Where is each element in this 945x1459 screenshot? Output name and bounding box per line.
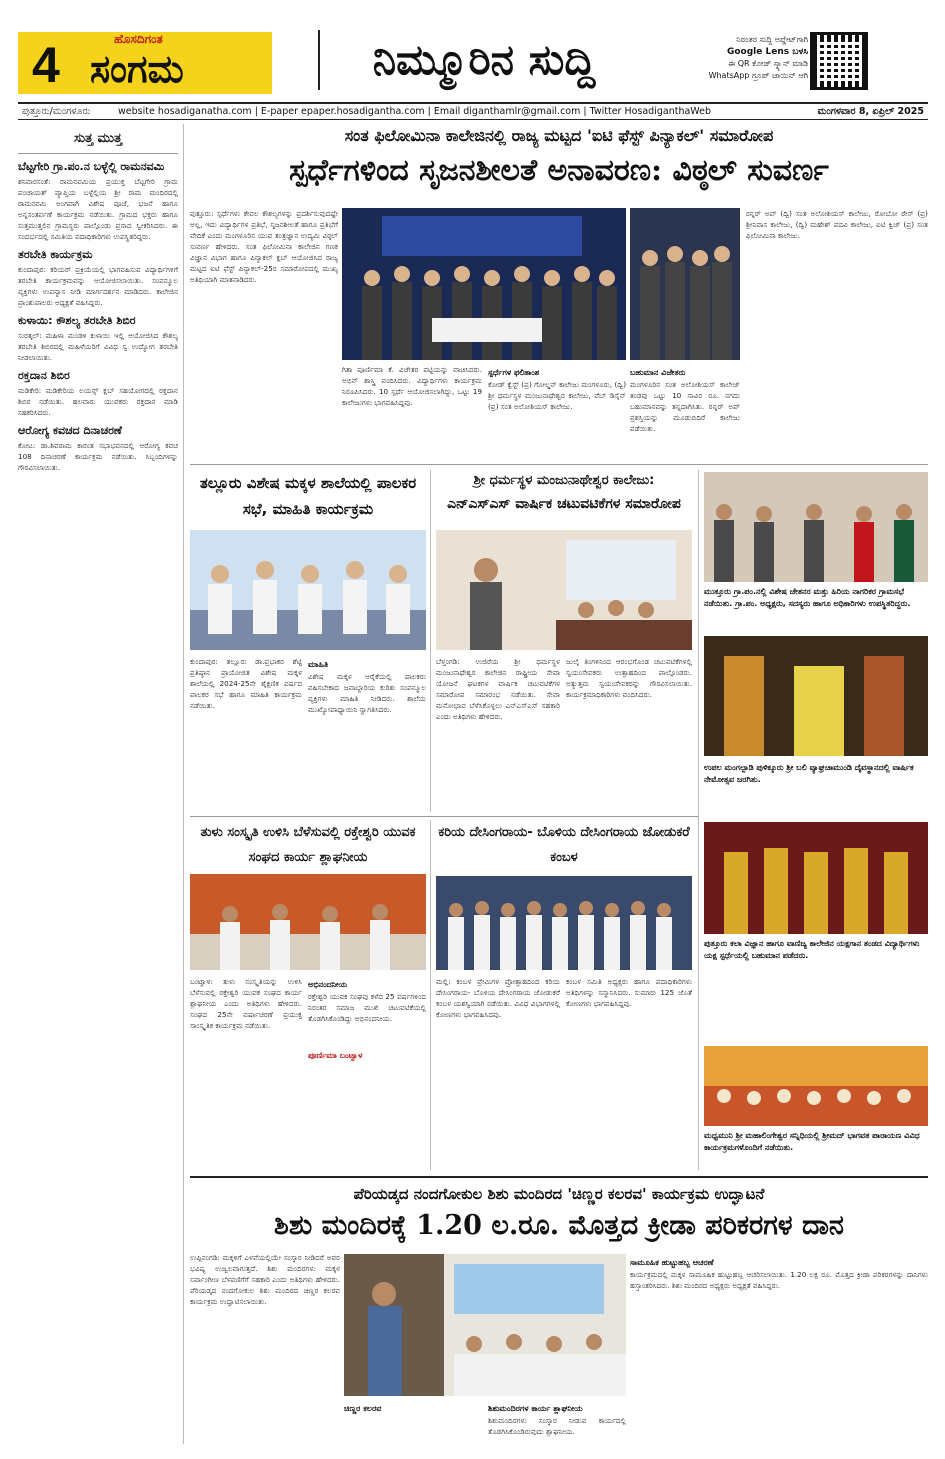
- kambala-story-text: ಕಂಬಳ ಸಮಿತಿ ಅಧ್ಯಕ್ಷರು ಹಾಗೂ ಪದಾಧಿಕಾರಿಗಳು ಅತಿಥಿಗಳನ್ನು ಸನ್ಮಾನಿಸಿದರು. ಸುಮಾರು 125 ಜೊತೆ ಕೋಣಗಳು ಭಾಗವಹಿಸಿದ್ದವು.: [566, 977, 692, 1008]
- college-story-header: [436, 470, 692, 526]
- top-story-headline: ಸ್ಪರ್ಧೆಗಳಿಂದ ಸೃಜನಶೀಲತೆ ಅನಾವರಣ: ವಿಠ್ಠಲ್ ಸುವರ್ಣ: [289, 153, 829, 188]
- school-story-headline: ತಲ್ಲೂರು ವಿಶೇಷ ಮಕ್ಕಳ ಶಾಲೆಯಲ್ಲಿ ಪಾಲಕರ ಸಭೆ, ಮಾಹಿತಿ ಕಾರ್ಯಕ್ರಮ: [199, 474, 417, 518]
- results-box: [488, 364, 626, 458]
- photo-nss-event: [436, 530, 692, 650]
- bottom-story-header: [190, 1182, 928, 1248]
- qr-instructions: [668, 34, 808, 82]
- tulu-byline: ಪೂರ್ಣಿಮಾ ಬಂಟ್ವಾಳ: [308, 1051, 363, 1060]
- column-divider: [698, 470, 699, 1170]
- brief-text: ಸುರತ್ಕಲ್: ಮಹಿಳಾ ಮಂಡಳಿ ಕುಳಾಯಿ ಇಲ್ಲಿ ಆಯೋಜಿಸಿದ ಕೌಶಲ್ಯ ತರಬೇತಿ ಶಿಬಿರದಲ್ಲಿ ಮಹಿಳೆಯರಿಗೆ ವಿವಿಧ ಸ್ವ ಉದ್ಯೋಗ ತರಬೇತಿ ನೀಡಲಾಯಿತು.: [18, 331, 178, 362]
- photo-bhagavata-parayana: [704, 1046, 928, 1126]
- photo-kambala-felicitation: [436, 876, 692, 970]
- top-story-text: ರನ್ನರ್ ಅಪ್ (ದ್ವಿ) ಸಂತ ಅಲೋಶಿಯಸ್ ಕಾಲೇಜು, ರೋಬೋ ರೇಸ್ (ಪ್ರ) ಶ್ರೀನಿವಾಸ ಕಾಲೇಜು, (ದ್ವಿ) ಮಹೇಶ್ ಪದವಿ ಕಾಲೇಜು, ಐಟಿ ಕ್ವಿಜ್ (ಪ್ರ) ಸಂತ ಫಿಲೋಮಿನಾ ಕಾಲೇಜು.: [746, 209, 928, 240]
- results-subhead: ಸ್ಪರ್ಧೆಗಳ ಫಲಿತಾಂಶ: [488, 368, 540, 377]
- qr-line: Google Lens ಬಳಸಿ: [726, 47, 808, 57]
- bottom-sub-box: [488, 1400, 626, 1442]
- story-divider: [190, 816, 698, 817]
- qr-line: WhatsApp ಗ್ರೂಪ್ ಜಾಯಿನ್ ಆಗಿ: [708, 71, 808, 80]
- college-story-kicker: ಶ್ರೀ ಧರ್ಮಸ್ಥಳ ಮಂಜುನಾಥೇಶ್ವರ ಕಾಲೇಜು:: [473, 473, 655, 488]
- school-info-subhead: ಮಾಹಿತಿ: [308, 660, 329, 669]
- tulu-story-header: [190, 820, 426, 872]
- brief-headline: ಬೆಟ್ಟಗೇರಿ ಗ್ರಾ.ಪಂ.ನ ಬಳ್ಳೆಲ್ಲಿ ರಾಮನವಮಿ: [18, 160, 165, 173]
- bottom-sub-text: ಶಿಶುಮಂದಿರಗಳು ಸಂಸ್ಕಾರ ನೀಡುವ ಕಾರ್ಯದಲ್ಲಿ ತೊಡಗಿಸಿಕೊಂಡಿರುವುದು ಶ್ಲಾಘನೀಯ.: [488, 1416, 626, 1436]
- column-divider: [430, 820, 431, 1170]
- winners-box: [630, 364, 740, 458]
- photo-grama-sabha: [704, 472, 928, 582]
- page-badge: [18, 32, 272, 94]
- tulu-story-text: ಬಂಟ್ವಾಳ: ತುಳು ಸಂಸ್ಕೃತಿಯನ್ನು ಉಳಿಸಿ ಬೆಳೆಸುವಲ್ಲಿ ರಕ್ತೇಶ್ವರಿ ಯುವಕ ಸಂಘದ ಕಾರ್ಯ ಶ್ಲಾಘನೀಯ ಎಂದು ಅತಿಥಿಗಳು ಹೇಳಿದರು. ಸಂಘದ 25ನೇ ವರ್ಷಾಚರಣೆ ಪ್ರಯುಕ್ತ ಸಾಂಸ್ಕೃತಿಕ ಕಾರ್ಯಕ್ರಮ ನಡೆಯಿತು.: [190, 977, 302, 1030]
- column-divider: [183, 124, 184, 1444]
- issue-date: ಮಂಗಳವಾರ 8, ಏಪ್ರಿಲ್ 2025: [817, 106, 924, 117]
- photo-parents-meeting: [190, 530, 426, 650]
- photo-banner-label: [344, 1400, 484, 1442]
- brief-text: ಕೋಟ: ಡಾ.ಶಿವರಾಮ ಕಾರಂತ ಸಭಾಭವನದಲ್ಲಿ ಆರೋಗ್ಯ ಕವಚ 108 ದಿನಾಚರಣೆ ಕಾರ್ಯಕ್ರಮ ನಡೆಯಿತು. ಸಿಬ್ಬಂದಿಗಳನ್ನು ಗೌರವಿಸಲಾಯಿತು.: [18, 441, 178, 472]
- column-logo: [18, 124, 178, 154]
- brief-text: ಶನಿವಾರಸಂತೆ: ರಾಮನವಮಿಯ ಪ್ರಯುಕ್ತ ಬೆಟ್ಟಗೇರಿ ಗ್ರಾಮ ಪಂಚಾಯತ್ ವ್ಯಾಪ್ತಿಯ ಬಳ್ಳೆಲ್ಲಿಯ ಶ್ರೀ ರಾಮ ಮಂದಿರದಲ್ಲಿ ರಾಮನವಮಿ ಅಂಗವಾಗಿ ವಿಶೇಷ ಪೂಜೆ, ಭಜನೆ ಹಾಗೂ ಅನ್ನಸಂತರ್ಪಣೆ ಕಾರ್ಯಕ್ರಮ ನಡೆಯಿತು. ಗ್ರಾಮದ ಭಕ್ತರು ಹಾಗೂ ಸುತ್ತಮುತ್ತಲಿನ ಗ್ರಾಮಸ್ಥರು ಪಾಲ್ಗೊಂಡು ಪ್ರಸಾದ ಸ್ವೀಕರಿಸಿದರು. ಈ ಸಂದರ್ಭದಲ್ಲಿ ಸಮಿತಿಯ ಪದಾಧಿಕಾರಿಗಳು ಉಪಸ್ಥಿತರಿದ್ದರು.: [18, 177, 178, 241]
- photo-yuvaka-sangha: [190, 874, 426, 970]
- college-story-text: ಬೆಳ್ತಂಗಡಿ: ಉಜಿರೆಯ ಶ್ರೀ ಧರ್ಮಸ್ಥಳ ಮಂಜುನಾಥೇಶ್ವರ ಕಾಲೇಜಿನ ರಾಷ್ಟ್ರೀಯ ಸೇವಾ ಯೋಜನೆ ಘಟಕಗಳ ವಾರ್ಷಿಕ ಚಟುವಟಿಕೆಗಳ ಸಮಾರೋಪ ಸಮಾರಂಭ ನಡೆಯಿತು. ಸೇವಾ ಮನೋಭಾವ ಬೆಳೆಸಿಕೊಳ್ಳಲು ಎನ್ಎಸ್ಎಸ್ ಸಹಕಾರಿ ಎಂದು ಅತಿಥಿಗಳು ಹೇಳಿದರು.: [436, 657, 560, 721]
- qr-code-icon[interactable]: [810, 32, 868, 90]
- photo-caption: ಮಧ್ವಮುನಿ ಶ್ರೀ ಮಹಾಲಿಂಗೇಶ್ವರ ಸನ್ನಿಧಿಯಲ್ಲಿ ಶ್ರೀಮದ್ ಭಾಗವತ ಪಾರಾಯಣ ವಿವಿಧ ಕಾರ್ಯಕ್ರಮಗಳೊಂದಿಗೆ ನಡೆಯಿತು.: [704, 1131, 920, 1152]
- photo-chinnara-kalarava: [344, 1254, 626, 1396]
- college-story-headline: ಎನ್ಎಸ್ಎಸ್ ವಾರ್ಷಿಕ ಚಟುವಟಿಕೆಗಳ ಸಮಾರೋಪ: [447, 496, 681, 512]
- brief-text: ಮಡಿಕೇರಿ: ಮಡಿಕೇರಿಯ ಲಯನ್ಸ್ ಕ್ಲಬ್ ಸಹಯೋಗದಲ್ಲಿ ರಕ್ತದಾನ ಶಿಬಿರ ನಡೆಯಿತು. ಹಲವಾರು ಯುವಕರು ರಕ್ತದಾನ ಮಾಡಿ ಸಹಕರಿಸಿದರು.: [18, 386, 178, 417]
- photo-winning-team: [630, 208, 740, 360]
- story-divider: [190, 464, 928, 465]
- section-title: ನಿಮ್ಮೂರಿನ ಸುದ್ದಿ: [318, 30, 648, 90]
- qr-line: ಈ QR ಕೋಡ್ ಸ್ಕ್ಯಾನ್ ಮಾಡಿ: [728, 59, 808, 68]
- column-divider: [430, 470, 431, 812]
- school-story-text: ಕುಂದಾಪುರ: ತಲ್ಲೂರು ಡಾ.ಪ್ರಭಾಕರ ಶೆಟ್ಟಿ ಪ್ರತಿಷ್ಠಾನ ಪ್ರಾಯೋಜಿತ ವಿಶೇಷ ಮಕ್ಕಳ ಶಾಲೆಯಲ್ಲಿ 2024-25ನೇ ಶೈಕ್ಷಣಿಕ ವರ್ಷದ ಪಾಲಕರ ಸಭೆ ಹಾಗೂ ಮಾಹಿತಿ ಕಾರ್ಯಕ್ರಮ ನಡೆಯಿತು.: [190, 657, 302, 710]
- bottom-story-headline: ಶಿಶು ಮಂದಿರಕ್ಕೆ 1.20 ಲ.ರೂ. ಮೊತ್ತದ ಕ್ರೀಡಾ ಪರಿಕರಗಳ ದಾನ: [274, 1210, 844, 1241]
- banner-text: ಚಿಣ್ಣರ ಕಲರವ: [344, 1404, 382, 1413]
- results-text: ಕೋಡ್ ಕ್ವೆಸ್ಟ್ (ಪ್ರ) ಗೋಲ್ಡನ್ ಕಾಲೇಜು ಮಂಗಳೂರು, (ದ್ವಿ) ಶ್ರೀ ಧರ್ಮಸ್ಥಳ ಮಂಜುನಾಥೇಶ್ವರ ಕಾಲೇಜು, ವೆಬ್ ಡಿಸೈನ್ (ಪ್ರ) ಸಂತ ಅಲೋಶಿಯಸ್ ಕಾಲೇಜು.: [488, 380, 626, 411]
- bottom-subhead: ಶಿಶುಮಂದಿರಗಳ ಕಾರ್ಯ ಶ್ಲಾಘನೀಯ: [488, 1404, 583, 1413]
- tulu-story-headline: ತುಳು ಸಂಸ್ಕೃತಿ ಉಳಿಸಿ ಬೆಳೆಸುವಲ್ಲಿ ರಕ್ತೇಶ್ವರಿ ಯುವಕ ಸಂಘದ ಕಾರ್ಯ ಶ್ಲಾಘನೀಯ: [200, 825, 416, 865]
- photo-caption: ಪುತ್ತೂರು ಕಲಾ ವಿಜ್ಞಾನ ಹಾಗೂ ವಾಣಿಜ್ಯ ಕಾಲೇಜಿನ ಯಕ್ಷಗಾನ ತಂಡದ ವಿದ್ಯಾರ್ಥಿಗಳು ಯಕ್ಷ ಸ್ಪರ್ಧೆಯಲ್ಲಿ ಬಹುಮಾನ ಪಡೆದರು.: [704, 939, 920, 960]
- masthead: [18, 26, 928, 102]
- brief-headline: ಕುಳಾಯಿ: ಕೌಶಲ್ಯ ತರಬೇತಿ ಶಿಬಿರ: [18, 314, 136, 327]
- city-label: ಪುತ್ತೂರು/ಮಂಗಳೂರು: [22, 106, 91, 117]
- kambala-story-headline: ಕರಿಯ ದೇಸಿಂಗರಾಯ- ಬೊಳಿಯ ದೇಸಿಂಗರಾಯ ಜೋಡುಕರೆ ಕಂಬಳ: [438, 825, 690, 865]
- brand-name: ಹೊಸದಿಗಂತ: [114, 32, 163, 46]
- top-story-text: ಪುತ್ತೂರು: ಸ್ಪರ್ಧೆಗಳು ಕೇವಲ ಕೌಶಲ್ಯಗಳನ್ನು ಪ್ರದರ್ಶಿಸುವುದಷ್ಟೇ ಅಲ್ಲ, ಇದು ವಿದ್ಯಾರ್ಥಿಗಳ ಪ್ರತಿಭೆ, ಸೃಜನಶೀಲತೆ ಹಾಗೂ ಪ್ರತಿಭೆಗೆ ವೇದಿಕೆ ಎಂದು ಮಂಗಳೂರಿನ ಯುವ ತಂತ್ರಜ್ಞಾನ ಉದ್ಯಮಿ ವಿಠ್ಠಲ್ ಸುವರ್ಣ ಹೇಳಿದರು. ಸಂತ ಫಿಲೋಮಿನಾ ಕಾಲೇಜಿನ ಗಣಕ ವಿಜ್ಞಾನ ವಿಭಾಗ ಹಾಗೂ ಪಿನ್ಯಾಕಲ್ ಕ್ಲಬ್ ಆಯೋಜಿಸಿದ ರಾಜ್ಯ ಮಟ್ಟದ ಐಟಿ ಫೆಸ್ಟ್ ಪಿನ್ಯಾಕಲ್-25ರ ಸಮಾರೋಪದಲ್ಲಿ ಮುಖ್ಯ ಅತಿಥಿಯಾಗಿ ಮಾತನಾಡಿದರು.: [190, 209, 338, 284]
- qr-line: ನಿರಂತರ ಸುದ್ದಿ ಅಪ್ಡೇಟ್‌ಗಾಗಿ: [736, 35, 808, 44]
- left-briefs-column: [18, 124, 178, 1444]
- winners-text: ಮಂಗಳೂರಿನ ಸಂತ ಅಲೋಶಿಯಸ್ ಕಾಲೇಜ್ ತಂಡವು ಒಟ್ಟು 10 ಸಾವಿರ ರೂ. ನಗದು ಬಹುಮಾನವನ್ನು ತನ್ನದಾಗಿಸಿತು. ರನ್ನರ್ ಅಪ್ ಪ್ರಶಸ್ತಿಯನ್ನು ಮೂಡುಬಿದಿರೆ ಕಾಲೇಜು ಪಡೆಯಿತು.: [630, 380, 740, 433]
- tulu-text: ರಕ್ತೇಶ್ವರಿ ಯುವಕ ಸಂಘವು ಕಳೆದ 25 ವರ್ಷಗಳಿಂದ ನಿರಂತರ ಸಮಾಜ ಮುಖಿ ಚಟುವಟಿಕೆಯಲ್ಲಿ ತೊಡಗಿಸಿಕೊಂಡಿದ್ದು ಅಭಿನಂದನೀಯ.: [308, 992, 426, 1023]
- brief-headline: ಆರೋಗ್ಯ ಕವಚದ ದಿನಾಚರಣೆ: [18, 424, 122, 437]
- bottom-story-text: ಉಪ್ಪಿನಂಗಡಿ: ಮಕ್ಕಳಿಗೆ ಎಳವೆಯಲ್ಲಿಯೇ ಸಂಸ್ಕಾರ ನೀಡಿದರೆ ಅವರ ಭವಿಷ್ಯ ಉಜ್ವಲವಾಗುತ್ತದೆ. ಶಿಶು ಮಂದಿರಗಳು ಮಕ್ಕಳ ಸರ್ವಾಂಗೀಣ ಬೆಳವಣಿಗೆಗೆ ಸಹಕಾರಿ ಎಂದು ಅತಿಥಿಗಳು ಹೇಳಿದರು. ಪೆರಿಯಡ್ಕದ ನಂದಗೋಕುಲ ಶಿಶು ಮಂದಿರದ ಚಿಣ್ಣರ ಕಲರವ ಕಾರ್ಯಕ್ರಮ ಉದ್ಘಾಟಿಸಲಾಯಿತು.: [190, 1253, 340, 1306]
- photo-caption: ಮುತ್ತೂರು ಗ್ರಾ.ಪಂ.ನಲ್ಲಿ ವಿಶೇಷ ಚೇತನರ ಮತ್ತು ಹಿರಿಯ ನಾಗರಿಕರ ಗ್ರಾಮಸಭೆ ನಡೆಯಿತು. ಗ್ರಾ.ಪಂ. ಅಧ್ಯಕ್ಷರು, ಸದಸ್ಯರು ಹಾಗೂ ಅಧಿಕಾರಿಗಳು ಉಪಸ್ಥಿತರಿದ್ದರು.: [704, 587, 911, 608]
- brief-headline: ತರಬೇತಿ ಕಾರ್ಯಕ್ರಮ: [18, 248, 93, 261]
- info-bar: [18, 102, 928, 120]
- photo-prize-winners: [342, 208, 626, 360]
- school-info-text: ವಿಶೇಷ ಮಕ್ಕಳ ಆರೈಕೆಯಲ್ಲಿ ಪಾಲಕರು ವಹಿಸಬೇಕಾದ ಜವಾಬ್ದಾರಿಯ ಕುರಿತು ಸಂಪನ್ಮೂಲ ವ್ಯಕ್ತಿಗಳು ಮಾಹಿತಿ ನೀಡಿದರು. ಶಾಲೆಯ ಮುಖ್ಯೋಪಾಧ್ಯಾಯಿನಿ ಸ್ವಾಗತಿಸಿದರು.: [308, 672, 426, 714]
- column-logo-text: ಸುತ್ತ ಮುತ್ತ: [73, 131, 123, 146]
- kambala-story-text: ಮಲ್ಲಿ: ಕಂಬಳ ಪ್ರೇಮಿಗಳ ಪ್ರೋತ್ಸಾಹದಿಂದ ಕರಿಯ ದೇಸಿಂಗರಾಯ- ಬೊಳಿಯ ದೇಸಿಂಗರಾಯ ಜೋಡುಕರೆ ಕಂಬಳ ಯಶಸ್ವಿಯಾಗಿ ನಡೆಯಿತು. ವಿವಿಧ ವಿಭಾಗಗಳಲ್ಲಿ ಕೋಣಗಳು ಭಾಗವಹಿಸಿದವು.: [436, 977, 560, 1019]
- bottom-story-kicker: ಪೆರಿಯಡ್ಕದ ನಂದಗೋಕುಲ ಶಿಶು ಮಂದಿರದ 'ಚಿಣ್ಣರ ಕಲರವ' ಕಾರ್ಯಕ್ರಮ ಉದ್ಘಾಟನೆ: [353, 1185, 765, 1203]
- winners-subhead: ಬಹುಮಾನ ವಿಜೇತರು: [630, 368, 686, 377]
- brief-headline: ರಕ್ತದಾನ ಶಿಬಿರ: [18, 369, 70, 382]
- kambala-story-header: [436, 820, 692, 872]
- top-story-kicker: ಸಂತ ಫಿಲೋಮಿನಾ ಕಾಲೇಜಿನಲ್ಲಿ ರಾಜ್ಯ ಮಟ್ಟದ 'ಐಟಿ ಫೆಸ್ಟ್ ಪಿನ್ಯಾಕಲ್' ಸಮಾರೋಪ: [344, 126, 774, 145]
- photo-yakshagana-team: [704, 822, 928, 934]
- tulu-subhead: ಅಭಿನಂದನೀಯ: [308, 980, 348, 989]
- tulu-appreciation-box: [308, 976, 426, 1170]
- story-divider: [190, 1176, 928, 1178]
- birthday-subhead: ಸಾಮೂಹಿಕ ಹುಟ್ಟುಹಬ್ಬ ಆಚರಣೆ: [630, 1258, 714, 1267]
- bottom-birthday-box: [630, 1254, 928, 1442]
- photo-caption: ಉಪಲ ಮಂಗಲ್ಪಾಡಿ ಪುಳಿಕ್ಕೂರು ಶ್ರೀ ಬಲಿ ವ್ಯಾಘ್ರಚಾಮುಂಡಿ ದೈವಸ್ಥಾನದಲ್ಲಿ ವಾರ್ಷಿಕ ನೇಮೋತ್ಸವ ಜರಗಿತು.: [704, 763, 914, 784]
- brief-text: ಕುಂದಾಪುರ: ಕರಿಯರ್ ಪ್ರಕ್ರಿಯೆಯಲ್ಲಿ ಭಾಗವಹಿಸುವ ವಿದ್ಯಾರ್ಥಿಗಳಿಗೆ ತರಬೇತಿ ಕಾರ್ಯಕ್ರಮವನ್ನು ಆಯೋಜಿಸಲಾಯಿತು. ಸಂಪನ್ಮೂಲ ವ್ಯಕ್ತಿಗಳು ಉಪನ್ಯಾಸ ನೀಡಿ ಮಾರ್ಗದರ್ಶನ ಮಾಡಿದರು. ಕಾಲೇಜಿನ ಪ್ರಾಂಶುಪಾಲರು ಅಧ್ಯಕ್ಷತೆ ವಹಿಸಿದ್ದರು.: [18, 265, 178, 307]
- photo-temple-festival: [704, 636, 928, 756]
- page-number: 4: [32, 37, 60, 93]
- birthday-text: ಕಾರ್ಯಕ್ರಮದಲ್ಲಿ ಮಕ್ಕಳ ಸಾಮೂಹಿಕ ಹುಟ್ಟುಹಬ್ಬ ಆಚರಿಸಲಾಯಿತು. 1.20 ಲಕ್ಷ ರೂ. ಮೊತ್ತದ ಕ್ರೀಡಾ ಪರಿಕರಗಳನ್ನು ದಾನಿಗಳು ಹಸ್ತಾಂತರಿಸಿದರು. ಶಿಶು ಮಂದಿರದ ಅಧ್ಯಕ್ಷರು ಅಧ್ಯಕ್ಷತೆ ವಹಿಸಿದ್ದರು.: [630, 1270, 928, 1290]
- contact-links[interactable]: website hosadiganatha.com | E-paper epaper.hosadigantha.com | Email diganthamlr@gmail.com | Twitter HosadiganthaWeb: [118, 106, 712, 117]
- top-story-header: [190, 124, 928, 206]
- supplement-name: ಸಂಗಮ: [90, 47, 184, 91]
- school-story-header: [190, 470, 426, 526]
- college-story-text: ಜುಲೈ ತಿಂಗಳಿನಿಂದ ಆರಂಭಗೊಂಡ ಚಟುವಟಿಕೆಗಳಲ್ಲಿ ಸ್ವಯಂಸೇವಕರು ಉತ್ಸಾಹದಿಂದ ಪಾಲ್ಗೊಂಡರು. ಅತ್ಯುತ್ತಮ ಸ್ವಯಂಸೇವಕರನ್ನು ಗೌರವಿಸಲಾಯಿತು. ಕಾರ್ಯಕ್ರಮಾಧಿಕಾರಿಗಳು ವಂದಿಸಿದರು.: [566, 657, 692, 699]
- top-story-text: ಗಿತಾ ಪೂರ್ಣಿಮಾ ಕೆ. ವಿಜೇತರ ಪಟ್ಟಿಯನ್ನು ವಾಚಿಸಿದರು. ಅಭಿನ್ ಶಾಸ್ತ್ರಿ ವಂದಿಸಿದರು. ವಿದ್ಯಾರ್ಥಿಗಳು ಕಾರ್ಯಕ್ರಮ ನಿರೂಪಿಸಿದರು. 10 ಸ್ಪರ್ಧೆ ಆಯೋಜಿಸಲಾಗಿದ್ದು, ಒಟ್ಟು 19 ಕಾಲೇಜುಗಳು ಭಾಗವಹಿಸಿದ್ದವು.: [342, 365, 482, 407]
